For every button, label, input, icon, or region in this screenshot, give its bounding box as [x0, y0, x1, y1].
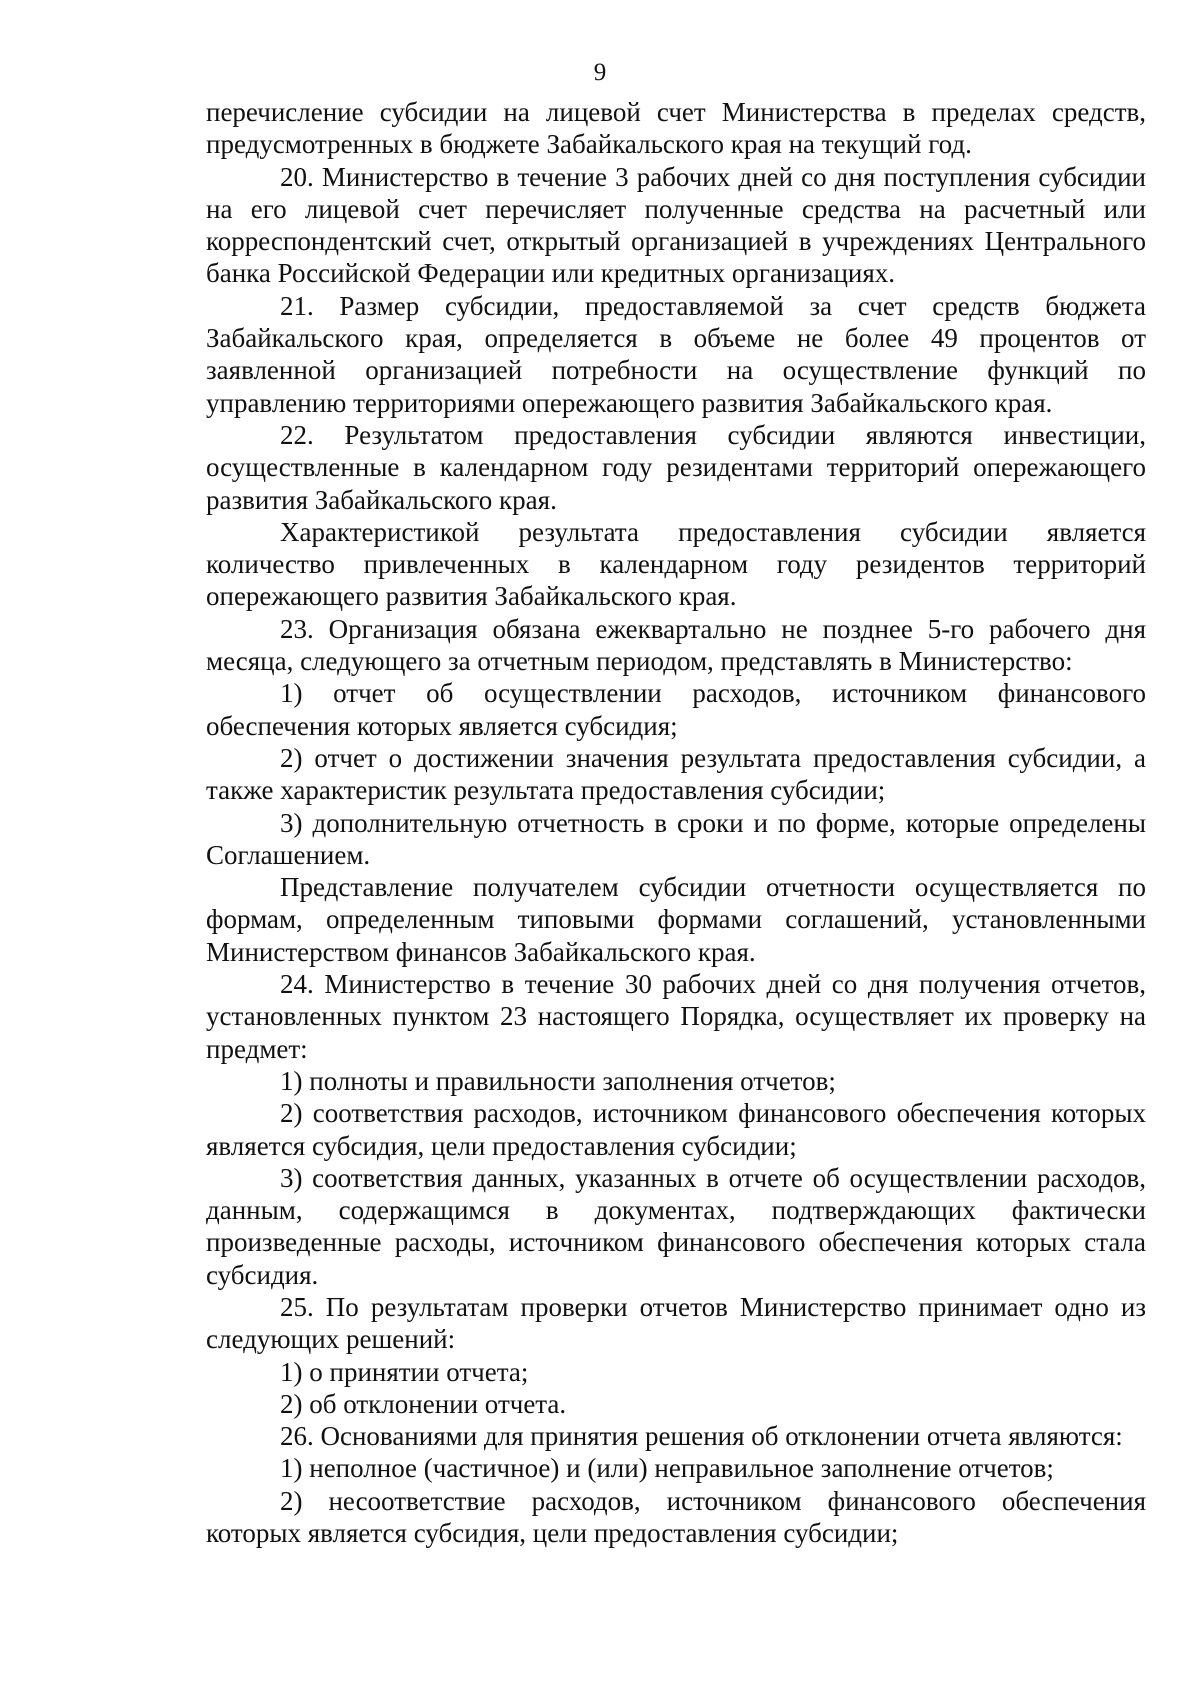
paragraph-item-23-sub-2: 2) отчет о достижении значения результата предоставления субсидии, а также характеристик результата предоставления субсидии;: [206, 742, 1146, 806]
paragraph-item-25: 25. По результатам проверки отчетов Министерство принимает одно из следующих решений:: [206, 1291, 1146, 1355]
paragraph-reporting-forms: Представление получателем субсидии отчетности осуществляется по формам, определенным типовыми формами соглашений, установленными Министерством финансов Забайкальского края.: [206, 872, 1146, 967]
paragraph-item-23-sub-1: 1) отчет об осуществлении расходов, источником финансового обеспечения которых является субсидия;: [206, 678, 1146, 741]
paragraph-item-24: 24. Министерство в течение 30 рабочих дней со дня получения отчетов, установленных пунктом 23 настоящего Порядка, осуществляет их проверку на предмет:: [206, 969, 1146, 1064]
document-body: [206, 96, 1146, 1549]
paragraph-result-characteristic: Характеристикой результата предоставления субсидии является количество привлеченных в календарном году резидентов территорий опережающего развития Забайкальского края.: [206, 516, 1146, 612]
paragraph-item-24-sub-2: 2) соответствия расходов, источником финансового обеспечения которых является субсидия, цели предоставления субсидии;: [206, 1098, 1146, 1161]
paragraph-item-26-sub-1: 1) неполное (частичное) и (или) неправильное заполнение отчетов;: [280, 1453, 1054, 1484]
paragraph-continuation: перечисление субсидии на лицевой счет Министерства в пределах средств, предусмотренных в бюджете Забайкальского края на текущий год.: [206, 97, 1146, 160]
paragraph-item-25-sub-2: 2) об отклонении отчета.: [280, 1388, 567, 1419]
paragraph-item-24-sub-1: 1) полноты и правильности заполнения отчетов;: [280, 1065, 836, 1096]
paragraph-item-23: 23. Организация обязана ежеквартально не позднее 5-го рабочего дня месяца, следующего за отчетным периодом, представлять в Министерство:: [206, 613, 1146, 677]
paragraph-item-20: 20. Министерство в течение 3 рабочих дней со дня поступления субсидии на его лицевой счет перечисляет полученные средства на расчетный или корреспондентский счет, открытый организацией в учреждениях Центрального банка Российской Федерации или кредитных организациях.: [206, 161, 1146, 289]
paragraph-item-24-sub-3: 3) соответствия данных, указанных в отчете об осуществлении расходов, данным, содержащимся в документах, подтверждающих фактически произведенные расходы, источником финансового обеспечения которых стала субсидия.: [206, 1162, 1146, 1290]
paragraph-item-26: 26. Основаниями для принятия решения об отклонении отчета являются:: [280, 1421, 1123, 1452]
paragraph-item-26-sub-2: 2) несоответствие расходов, источником финансового обеспечения которых является субсидия, цели предоставления субсидии;: [206, 1485, 1146, 1549]
paragraph-item-25-sub-1: 1) о принятии отчета;: [280, 1356, 529, 1387]
page-number: 9: [593, 59, 607, 86]
paragraph-item-23-sub-3: 3) дополнительную отчетность в сроки и по форме, которые определены Соглашением.: [206, 807, 1146, 870]
paragraph-item-22: 22. Результатом предоставления субсидии являются инвестиции, осуществленные в календарном году резидентами территорий опережающего развития Забайкальского края.: [206, 419, 1146, 515]
paragraph-item-21: 21. Размер субсидии, предоставляемой за счет средств бюджета Забайкальского края, определяется в объеме не более 49 процентов от заявленной организацией потребности на осуществление функций по управлению территориями опережающего развития Забайкальского края.: [206, 290, 1146, 418]
